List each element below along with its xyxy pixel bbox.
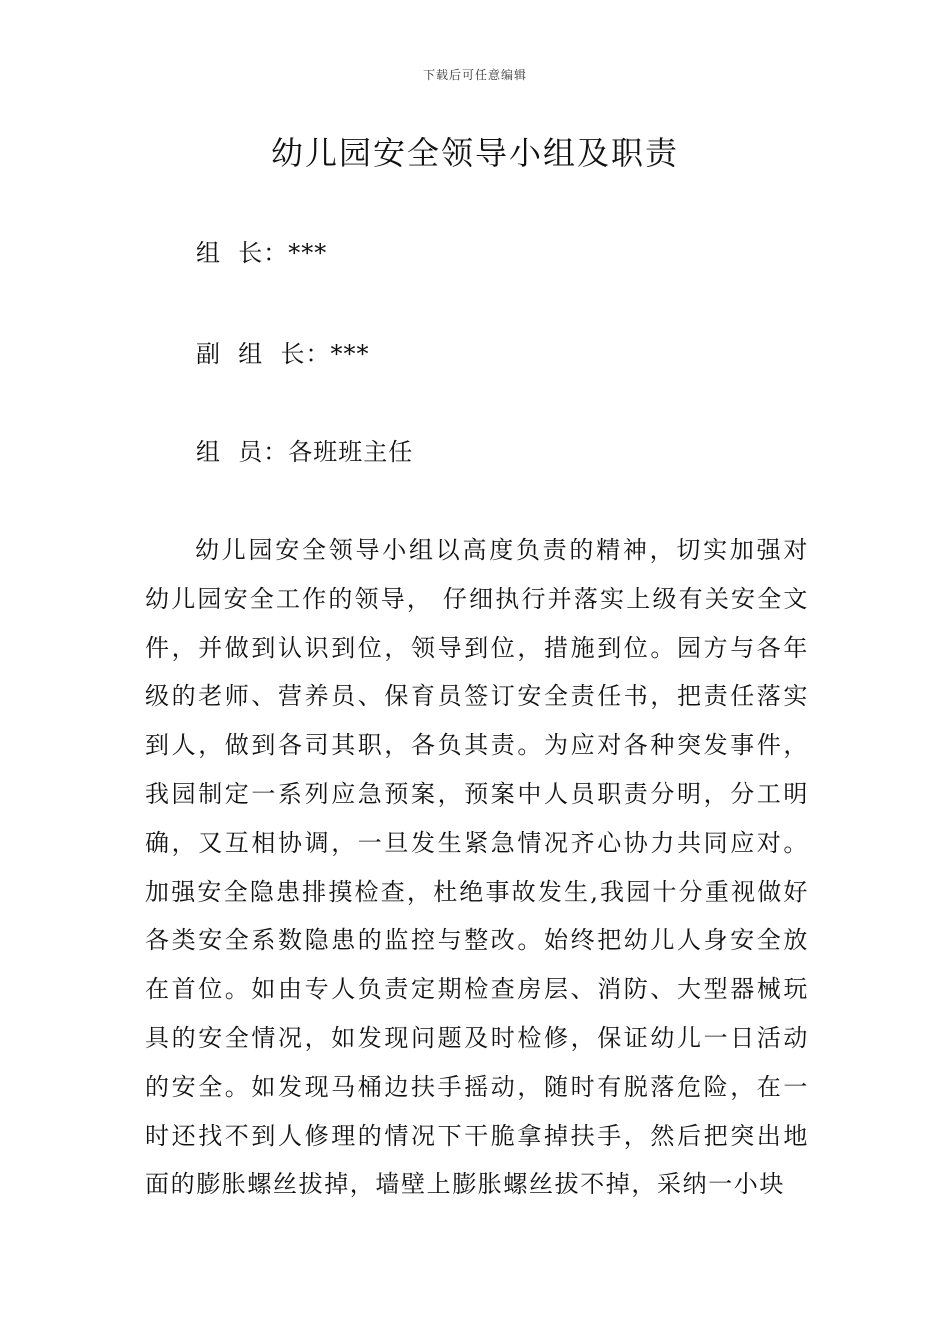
document-title: 幼儿园安全领导小组及职责 (270, 134, 679, 172)
members-line: 组 员：各班班主任 (196, 438, 414, 466)
header-note: 下载后可任意编辑 (422, 68, 527, 82)
deputy-leader-line: 副 组 长：*** (196, 340, 370, 368)
leader-line: 组 长：*** (196, 239, 328, 267)
body-paragraph: 幼儿园安全领导小组以高度负责的精神，切实加强对幼儿园安全工作的领导， 仔细执行并落实上级有关安全文件，并做到认识到位，领导到位，措施到位。园方与各年级的老师、营养员、保育员签订安全责任书，把责任落实到人，做到各司其职，各负其责。为应对各种突发事件，我园制定一系列应急预案，预案中人员职责分明，分工明确，又互相协调，一旦发生紧急情况齐心协力共同应对。加强安全隐患排摸检查，杜绝事故发生,我园十分重视做好各类安全系数隐患的监控与整改。始终把幼儿人身安全放在首位。如由专人负责定期检查房层、消防、大型器械玩具的安全情况，如发现问题及时检修，保证幼儿一日活动的安全。如发现马桶边扶手摇动，随时有脱落危险，在一时还找不到人修理的情况下干脆拿掉扶手，然后把突出地面的膨胀螺丝拔掉，墙壁上膨胀螺丝拔不掉，采纳一小块 (145, 536, 809, 1199)
